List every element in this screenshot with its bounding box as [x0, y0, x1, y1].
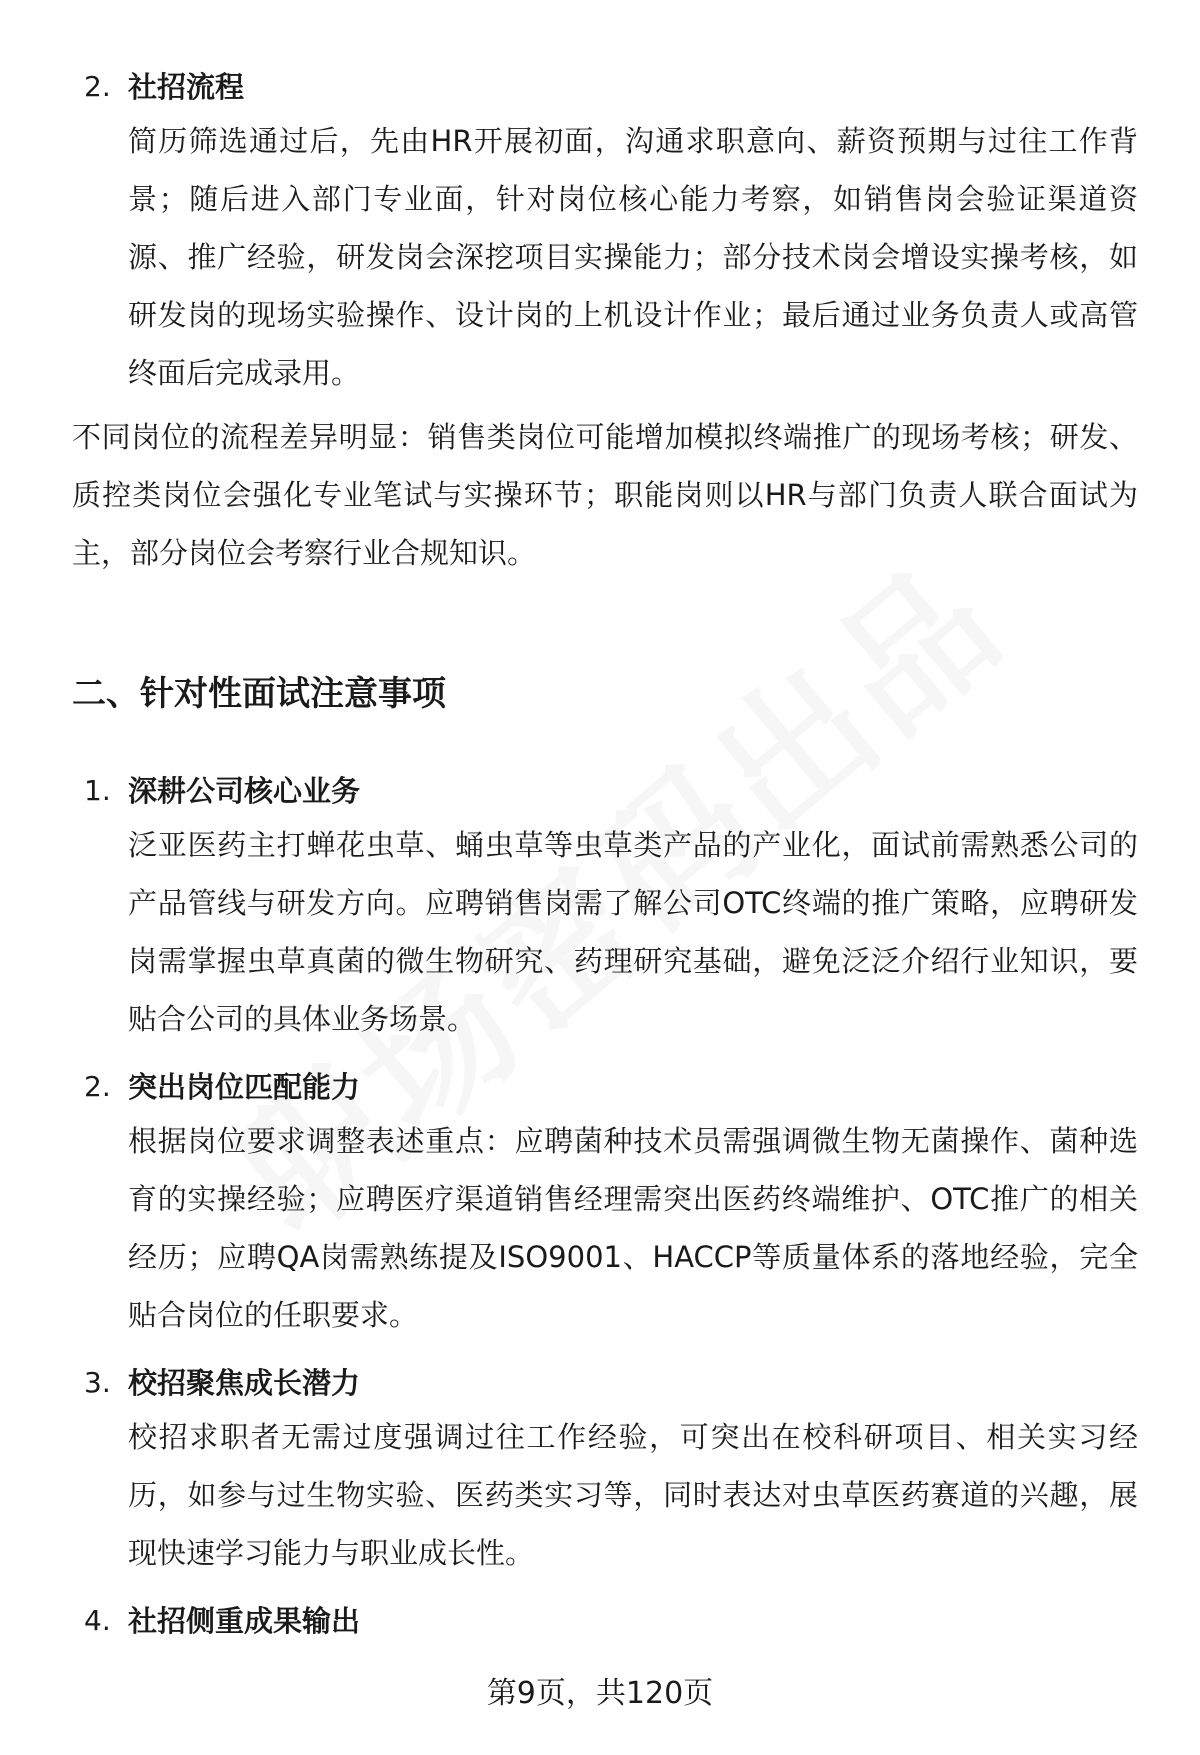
- item-body: 简历筛选通过后，先由HR开展初面，沟通求职意向、薪资预期与过往工作背景；随后进入部门专业面，针对岗位核心能力考察，如销售岗会验证渠道资源、推广经验，研发岗会深挖项目实操能力；部分技术岗会增设实操考核，如研发岗的现场实验操作、设计岗的上机设计作业；最后通过业务负责人或高管终面后完成录用。: [128, 124, 1138, 390]
- item-header: [84, 62, 1144, 112]
- item-header: [84, 1596, 1144, 1646]
- item-header: [84, 766, 1144, 816]
- item-number: 2.: [84, 1070, 111, 1103]
- tip-item: [84, 1596, 1144, 1646]
- section-heading: 二、针对性面试注意事项: [72, 674, 446, 714]
- item-number: 4.: [84, 1604, 111, 1637]
- tip-item: [84, 1358, 1144, 1582]
- item-number: 3.: [84, 1366, 111, 1399]
- tip-item: [84, 1062, 1144, 1344]
- page-footer: 第9页，共120页: [486, 1676, 714, 1711]
- tip-item: [84, 766, 1144, 1048]
- item-body: 根据岗位要求调整表述重点：应聘菌种技术员需强调微生物无菌操作、菌种选育的实操经验；应聘医疗渠道销售经理需突出医药终端维护、OTC推广的相关经历；应聘QA岗需熟练提及ISO9001、HACCP等质量体系的落地经验，完全贴合岗位的任职要求。: [128, 1124, 1138, 1332]
- social-recruit-process-item: [84, 62, 1144, 402]
- item-title: 社招流程: [128, 70, 245, 104]
- item-header: [84, 1358, 1144, 1408]
- item-number: 1.: [84, 774, 111, 807]
- item-number: 2.: [84, 70, 111, 103]
- item-title: 突出岗位匹配能力: [128, 1070, 361, 1104]
- difference-paragraph: 不同岗位的流程差异明显：销售类岗位可能增加模拟终端推广的现场考核；研发、质控类岗位会强化专业笔试与实操环节；职能岗则以HR与部门负责人联合面试为主，部分岗位会考察行业合规知识。: [72, 420, 1138, 570]
- item-body: 校招求职者无需过度强调过往工作经验，可突出在校科研项目、相关实习经历，如参与过生物实验、医药类实习等，同时表达对虫草医药赛道的兴趣，展现快速学习能力与职业成长性。: [128, 1420, 1138, 1570]
- item-title: 深耕公司核心业务: [128, 774, 361, 808]
- item-title: 社招侧重成果输出: [128, 1604, 361, 1638]
- item-header: [84, 1062, 1144, 1112]
- item-body: 泛亚医药主打蝉花虫草、蛹虫草等虫草类产品的产业化，面试前需熟悉公司的产品管线与研发方向。应聘销售岗需了解公司OTC终端的推广策略，应聘研发岗需掌握虫草真菌的微生物研究、药理研究基础，避免泛泛介绍行业知识，要贴合公司的具体业务场景。: [128, 828, 1138, 1036]
- item-title: 校招聚焦成长潜力: [128, 1366, 361, 1400]
